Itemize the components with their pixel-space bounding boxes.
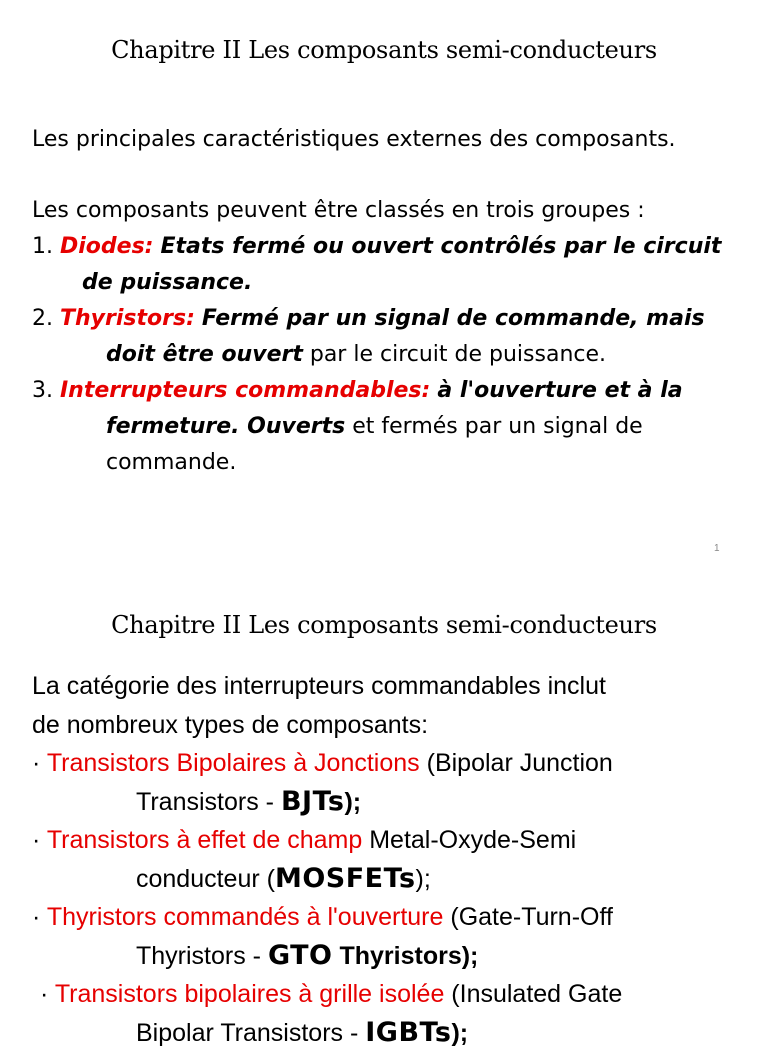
item-description-end: commande. bbox=[32, 450, 236, 475]
bullet-term: Transistors Bipolaires à Jonctions bbox=[47, 749, 420, 777]
bullet-dot: · bbox=[32, 826, 40, 854]
item-description-cont bbox=[32, 342, 606, 367]
groups-intro: Les composants peuvent être classés en trois groupes : bbox=[32, 193, 752, 229]
intro-line: de nombreux types de composants: bbox=[32, 706, 752, 745]
bullet-item-igbt bbox=[32, 975, 752, 1052]
cont-text: Transistors - bbox=[136, 788, 274, 816]
bullet-continuation bbox=[40, 1014, 468, 1052]
bullet-english: (Bipolar Junction bbox=[427, 749, 613, 777]
cont-end: ); bbox=[451, 1019, 468, 1047]
bullet-dot: · bbox=[32, 903, 40, 931]
item-description: Etats fermé ou ouvert contrôlés par le circuit bbox=[160, 234, 721, 259]
groups-list bbox=[32, 193, 752, 481]
abbreviation: MOSFETs bbox=[275, 863, 416, 894]
intro-line: La catégorie des interrupteurs commandables inclut bbox=[32, 667, 752, 706]
item-number: 3. bbox=[32, 378, 53, 403]
bullet-item-mosfet bbox=[32, 821, 752, 898]
abbreviation: GTO bbox=[268, 940, 333, 971]
slide-title: Chapitre II Les composants semi-conducteurs bbox=[0, 611, 768, 639]
cont-text: Thyristors - bbox=[136, 942, 261, 970]
cont-text: Bipolar Transistors - bbox=[136, 1019, 358, 1047]
cont-end: ); bbox=[344, 788, 361, 816]
page-number: 1 bbox=[714, 543, 720, 554]
item-description-cont: de puissance. bbox=[32, 270, 252, 295]
bullet-english: (Insulated Gate bbox=[451, 980, 622, 1008]
list-item-interrupteurs bbox=[32, 373, 752, 481]
bullet-dot: · bbox=[32, 749, 40, 777]
bullet-term: Transistors bipolaires à grille isolée bbox=[55, 980, 445, 1008]
item-rest: et fermés par un signal de bbox=[352, 414, 642, 439]
bullet-item-gto bbox=[32, 898, 752, 975]
bullet-english: (Gate-Turn-Off bbox=[450, 903, 613, 931]
abbreviation: BJTs bbox=[281, 786, 345, 817]
abbreviation: IGBTs bbox=[365, 1017, 451, 1048]
list-item-thyristors bbox=[32, 301, 752, 373]
slide-body bbox=[32, 667, 752, 1052]
item-term: Diodes: bbox=[60, 234, 153, 259]
cont-end: ); bbox=[416, 865, 431, 893]
item-term: Thyristors: bbox=[60, 306, 195, 331]
cont-end: Thyristors); bbox=[339, 942, 478, 970]
bullet-item-bjt bbox=[32, 744, 752, 821]
bullet-dot: · bbox=[40, 980, 48, 1008]
bullet-continuation bbox=[32, 937, 478, 976]
item-description: Fermé par un signal de commande, mais bbox=[202, 306, 705, 331]
slide-2 bbox=[0, 575, 768, 1024]
bullet-term: Transistors à effet de champ bbox=[47, 826, 362, 854]
item-number: 2. bbox=[32, 306, 53, 331]
bullet-english: Metal-Oxyde-Semi bbox=[369, 826, 576, 854]
bullet-term: Thyristors commandés à l'ouverture bbox=[47, 903, 444, 931]
item-description: à l'ouverture et à la bbox=[437, 378, 682, 403]
item-number: 1. bbox=[32, 234, 53, 259]
slide-title: Chapitre II Les composants semi-conducteurs bbox=[0, 36, 768, 64]
bullet-continuation bbox=[32, 783, 361, 822]
list-item-diodes bbox=[32, 229, 752, 301]
item-description-cont bbox=[32, 414, 643, 439]
item-term: Interrupteurs commandables: bbox=[60, 378, 430, 403]
item-emphasis: doit être ouvert bbox=[106, 342, 303, 367]
bullet-continuation bbox=[32, 860, 431, 899]
cont-text: conducteur ( bbox=[136, 865, 275, 893]
item-rest: par le circuit de puissance. bbox=[310, 342, 606, 367]
intro-text: Les principales caractéristiques externes des composants. bbox=[32, 122, 752, 158]
item-emphasis: fermeture. Ouverts bbox=[106, 414, 345, 439]
